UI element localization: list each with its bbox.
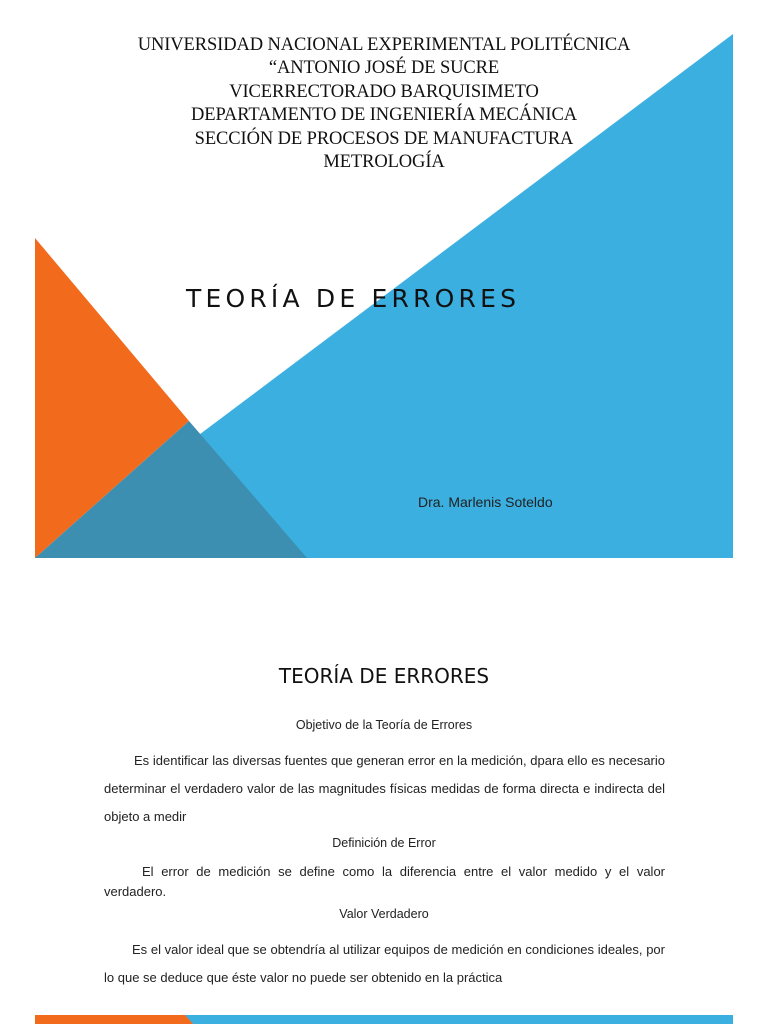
header-line: METROLOGÍA [323,152,445,173]
objective-heading: Objetivo de la Teoría de Errores [295,718,473,732]
header-line: VICERRECTORADO BARQUISIMETO [229,81,539,102]
author-name: Dra. Marlenis Soteldo [418,494,553,510]
header-line: DEPARTAMENTO DE INGENIERÍA MECÁNICA [190,105,577,126]
definition-paragraph: El error de medición se define como la diferencia entre el valor medido y el valor verdadero. [104,864,665,899]
header-line: “ANTONIO JOSÉ DE SUCRE [268,58,500,79]
slide1-title: TEORÍA DE ERRORES [186,284,521,313]
orange-band [35,1015,195,1024]
header-line: UNIVERSIDAD NACIONAL EXPERIMENTAL POLITÉCNICA [137,35,631,55]
true-value-heading: Valor Verdadero [339,907,429,921]
institution-header [35,34,733,174]
header-line: SECCIÓN DE PROCESOS DE MANUFACTURA [194,128,574,149]
definition-heading: Definición de Error [332,836,436,850]
objective-paragraph: Es identificar las diversas fuentes que generan error en la medición, dpara ello es necesario determinar el verdadero valor de las magnitudes físicas medidas de forma directa e indirecta del objeto a medir [104,753,665,824]
next-slide-shapes [35,1015,733,1024]
next-slide-edge [35,1013,733,1024]
true-value-paragraph: Es el valor ideal que se obtendría al utilizar equipos de medición en condiciones ideales, por lo que se deduce que éste valor no puede ser obtenido en la práctica [104,942,665,985]
slide2-title: TEORÍA DE ERRORES [278,664,490,688]
